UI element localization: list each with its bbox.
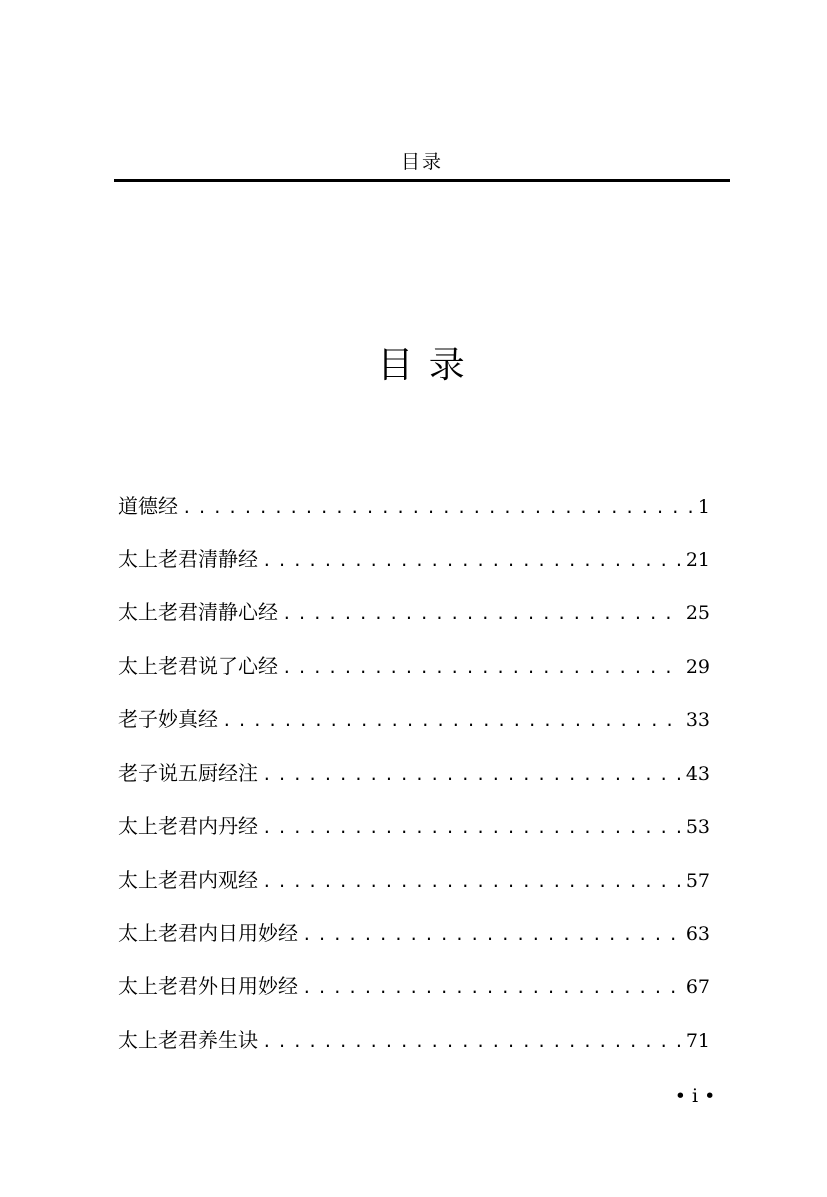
toc-entry-page: 67: [685, 976, 710, 998]
dot-leader: [262, 761, 680, 789]
toc-entry-title: 太上老君内丹经: [118, 814, 258, 838]
page-number-footer: • i •: [674, 1085, 716, 1107]
toc-entry-title: 老子妙真经: [118, 707, 218, 731]
toc-entry[interactable]: [118, 492, 710, 520]
toc-entry[interactable]: [118, 1026, 710, 1054]
header-rule: [114, 179, 730, 182]
toc-title: 目 录: [377, 345, 467, 386]
toc-entry-page: 1: [697, 496, 710, 518]
toc-entry[interactable]: [118, 972, 710, 1000]
toc-entry-page: 71: [685, 1030, 710, 1052]
toc-entry-page: 33: [685, 709, 710, 731]
toc-entry[interactable]: [118, 598, 710, 626]
toc-entry-title: 太上老君外日用妙经: [118, 974, 298, 998]
dot-leader: [222, 707, 680, 735]
dot-leader: [262, 547, 680, 575]
toc-entry-title: 太上老君清静经: [118, 547, 258, 571]
toc-entry[interactable]: [118, 919, 710, 947]
dot-leader: [302, 921, 680, 949]
toc-entry[interactable]: [118, 652, 710, 680]
toc-entry-page: 43: [685, 763, 710, 785]
toc-entry-page: 63: [685, 923, 710, 945]
toc-entry-title: 道德经: [118, 494, 178, 518]
toc-entry[interactable]: [118, 705, 710, 733]
dot-leader: [282, 600, 680, 628]
toc-entry-page: 25: [685, 602, 710, 624]
toc-entry-title: 太上老君清静心经: [118, 600, 278, 624]
toc-entry[interactable]: [118, 545, 710, 573]
toc-entry-page: 53: [685, 816, 710, 838]
toc-entry[interactable]: [118, 759, 710, 787]
toc-entry-page: 57: [685, 870, 710, 892]
dot-leader: [302, 974, 680, 1002]
toc-entry-title: 太上老君内日用妙经: [118, 921, 298, 945]
dot-leader: [262, 1028, 680, 1056]
toc-entry-page: 29: [685, 656, 710, 678]
toc-entry[interactable]: [118, 812, 710, 840]
toc-entry-title: 老子说五厨经注: [118, 761, 258, 785]
dot-leader: [182, 494, 692, 522]
dot-leader: [282, 654, 680, 682]
toc-entry-title: 太上老君说了心经: [118, 654, 278, 678]
toc-entry-page: 21: [685, 549, 710, 571]
dot-leader: [262, 868, 680, 896]
toc-entry[interactable]: [118, 866, 710, 894]
dot-leader: [262, 814, 680, 842]
toc-entry-title: 太上老君养生诀: [118, 1028, 258, 1052]
toc-entry-title: 太上老君内观经: [118, 868, 258, 892]
running-header: 目录: [400, 151, 443, 173]
